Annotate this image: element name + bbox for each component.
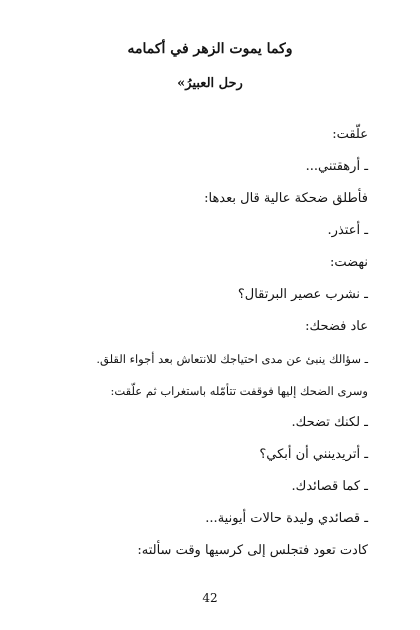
page-number: 42 [202, 591, 218, 605]
chapter-title: وكما يموت الزهر في أكمامه [127, 41, 293, 57]
text-line: ـ قصائدي وليدة حالات أيونية... [205, 511, 368, 526]
text-line: كادت تعود فتجلس إلى كرسيها وقت سألته: [137, 543, 368, 558]
body-text [38, 125, 368, 573]
text-line: ـ سؤالك ينبئ عن مدى احتياجك للانتعاش بعد أجواء القلق. [96, 352, 368, 366]
text-line: ـ أرهقتني... [305, 159, 368, 174]
text-line: ـ نشرب عصير البرتقال؟ [237, 287, 368, 302]
text-line: علّقت: [332, 127, 368, 142]
text-line: فأطلق ضحكة عالية قال بعدها: [204, 191, 368, 206]
text-line: ـ أعتذر. [327, 223, 368, 238]
chapter-subtitle: رحل العبيرُ» [177, 76, 243, 91]
text-line: عاد فضحك: [305, 319, 368, 334]
text-line: نهضت: [329, 255, 368, 270]
text-line: ـ أتريدينني أن أبكي؟ [259, 447, 368, 462]
text-line: وسرى الضحك إليها فوقفت تتأمّله باستغراب ثم علّقت: [110, 384, 368, 398]
text-line: ـ لكنك تضحك. [291, 415, 368, 430]
text-line: ـ كما قصائدك. [291, 479, 368, 494]
